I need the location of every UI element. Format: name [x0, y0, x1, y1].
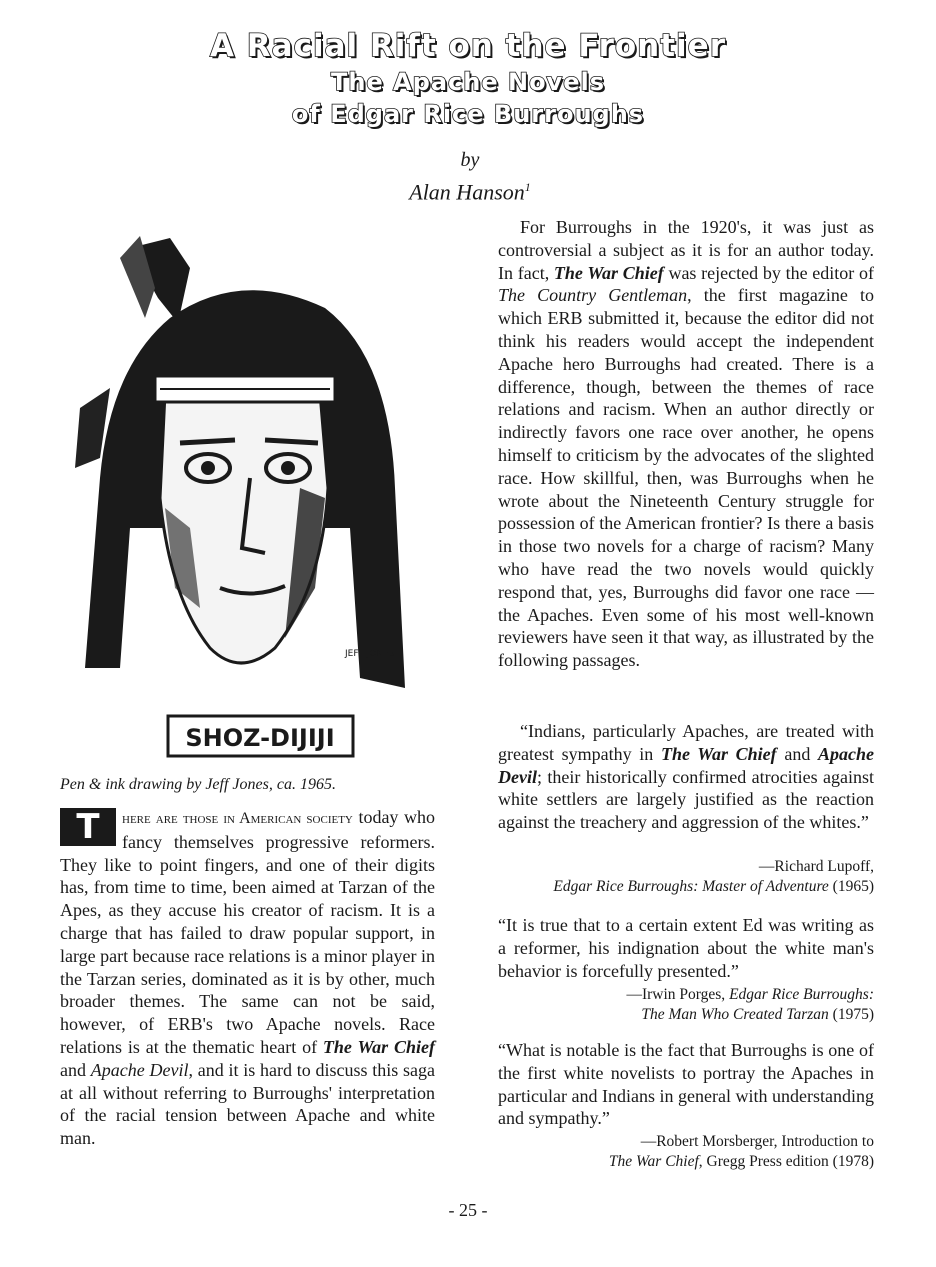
- left-body-2: , and it is hard to discuss this saga at all without referring to Burroughs' interpretation of the racial tension between Apache and white man.: [60, 1059, 435, 1149]
- quote-lupoff: “Indians, particularly Apaches, are treated with greatest sympathy in The War Chief and Apache Devil; their historically confirmed atrocities against white settlers are largely justified as the reaction against the treachery and aggression of the whites.”: [498, 721, 874, 833]
- attribution-lupoff: —Richard Lupoff, Edgar Rice Burroughs: Master of Adventure (1965): [553, 858, 874, 895]
- author-name: Alan Hanson$^1$: [409, 179, 531, 205]
- article-title: [0, 26, 936, 130]
- apache-portrait-illustration: [60, 228, 420, 770]
- title-apache-devil: Apache Devil: [90, 1059, 189, 1080]
- byline: [0, 147, 936, 206]
- title-line-2: The Apache Novels: [331, 68, 605, 96]
- page-number: - 25 -: [448, 1200, 488, 1220]
- sign-text: SHOZ-DIJIJI: [185, 724, 335, 752]
- title-war-chief: The War Chief: [322, 1036, 435, 1057]
- title-line-1: A Racial Rift on the Frontier: [210, 28, 726, 64]
- right-column-text: [498, 216, 874, 672]
- attribution-porges: —Irwin Porges, Edgar Rice Burroughs: The Man Who Created Tarzan (1975): [626, 986, 874, 1023]
- by-label: by: [460, 149, 480, 171]
- title-line-3: of Edgar Rice Burroughs: [291, 100, 645, 128]
- left-column-text: T here are those in American society today who fancy themselves progressive reformers. They like to point fingers, and one of their digits has, from time to time, been aimed at Tarzan of the Apes, as they accuse his creator of racism. It is a charge that has failed to draw popular support, in large part because race relations is a minor player in the Tarzan series, dominated as it is by other, much broader themes. The same can not be said, however, of ERB's two Apache novels. Race relations is at the thematic heart of The War Chief and Apache Devil, and it is hard to discuss this saga at all without referring to Burroughs' interpretation of the racial tension between Apache and white man.: [60, 807, 436, 1149]
- footnote-mark: 1: [524, 180, 531, 194]
- left-body-1: today who fancy themselves progressive reformers. They like to point fingers, and one of their digits has, from time to time, been aimed at Tarzan of the Apes, as they accuse his creator of racism. It is a charge that has failed to draw popular support, in large part because race relations is a minor player in the Tarzan series, dominated as it is by other, much broader themes. The same can not be said, however, of ERB's two Apache novels. Race relations is at the thematic heart of: [60, 807, 436, 1057]
- attribution-morsberger: —Robert Morsberger, Introduction to The War Chief, Gregg Press edition (1978): [608, 1133, 874, 1170]
- illustration-caption: Pen & ink drawing by Jeff Jones, ca. 1965.: [60, 776, 336, 793]
- quote-morsberger: “What is notable is the fact that Burroughs is one of the first white novelists to portray the Apaches in particular and Indians in general with understanding and sympathy.”: [498, 1040, 874, 1129]
- lead-in: here are those in American society: [122, 810, 353, 827]
- right-paragraph-1: For Burroughs in the 1920's, it was just as controversial a subject as it is for an author today. In fact, The War Chief was rejected by the editor of The Country Gentleman, the first magazine to which ERB submitted it, because the editor did not think his readers would accept the independent Apache hero Burroughs had created. There is a difference, though, between the themes of race relations and racism. When an author directly or indirectly favors one race over another, he opens himself to criticism by the advocates of the slighted race. How skillful, then, was Burroughs when he wrote about the Nineteenth Century struggle for possession of the American frontier? Is there a basis in those two novels for a charge of racism? Many who have read the two novels would quickly respond that, yes, Burroughs did favor one race — the Apaches. Even some of his most well-known reviewers have seen it that way, as illustrated by the following passages.: [498, 217, 874, 671]
- drop-cap: T: [60, 808, 116, 846]
- artist-signature: JEFF JONES: [345, 649, 395, 659]
- quote-porges: “It is true that to a certain extent Ed was writing as a reformer, his indignation about the white man's behavior is forcefully presented.”: [498, 915, 874, 981]
